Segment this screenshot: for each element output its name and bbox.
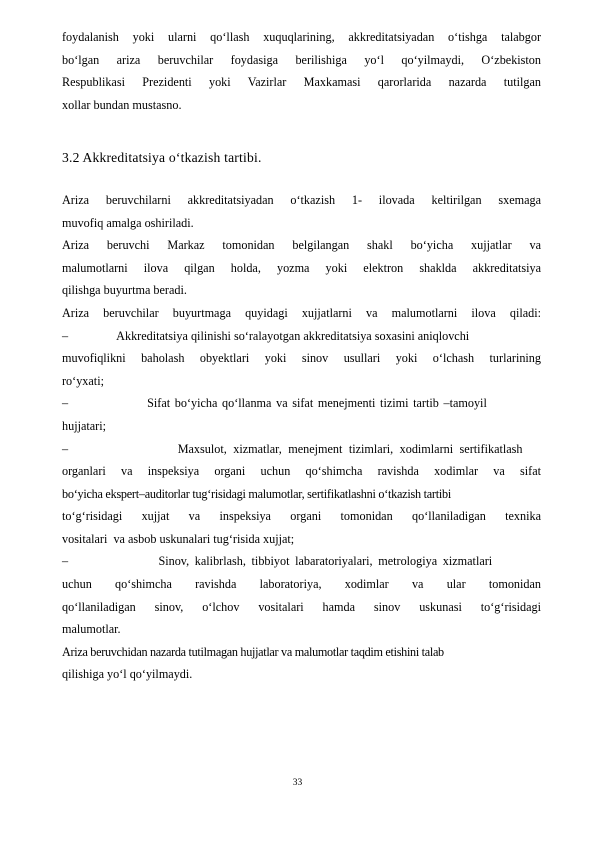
- list-item-line: – Akkreditatsiya qilinishi soʻralayotgan akkreditatsiya soxasini aniqlovchi: [62, 328, 470, 343]
- section-heading: 3.2 Akkreditatsiya oʻtkazish tartibi.: [62, 150, 262, 166]
- text-line: malumotlar.: [62, 622, 121, 637]
- text-line: Respublikasi Prezidenti yoki Vazirlar Maxkamasi qarorlarida nazarda tutilgan: [62, 75, 541, 90]
- text-line: muvofiq amalga oshiriladi.: [62, 215, 194, 230]
- intro-paragraph: [62, 26, 541, 116]
- text-line: qilishiga yoʻl qoʻyilmaydi.: [62, 667, 193, 682]
- document-page: [62, 26, 541, 686]
- text-line: roʻyxati;: [62, 373, 104, 388]
- text-line: boʻyicha ekspert–auditorlar tugʻrisidagi malumotlar, sertifikatlashni oʻtkazish tartibi: [62, 486, 451, 501]
- section-body: [62, 189, 541, 686]
- text-line: muvofiqlikni baholash obyektlari yoki sinov usullari yoki oʻlchash turlarining: [62, 351, 541, 366]
- text-line: Ariza beruvchilarni akkreditatsiyadan oʻtkazish 1- ilovada keltirilgan sxemaga: [62, 192, 541, 207]
- text-line: xollar bundan mustasno.: [62, 97, 182, 112]
- list-item-line: – Sifat boʻyicha qoʻllanma va sifat menejmenti tizimi tartib –tamoyil: [62, 396, 487, 411]
- text-line: boʻlgan ariza beruvchilar foydasiga berilishiga yoʻl qoʻyilmaydi, Oʻzbekiston: [62, 52, 541, 67]
- text-line: qilishga buyurtma beradi.: [62, 283, 187, 298]
- text-line: qoʻllaniladigan sinov, oʻlchov vositalari hamda sinov uskunasi toʻgʻrisidagi: [62, 599, 541, 614]
- list-item-line: – Sinov, kalibrlash, tibbiyot labaratoriyalari, metrologiya xizmatlari: [62, 554, 493, 569]
- page-number: 33: [292, 778, 303, 788]
- text-line: malumotlarni ilova qilgan holda, yozma yoki elektron shaklda akkreditatsiya: [62, 260, 541, 275]
- list-item-line: – Maxsulot, xizmatlar, menejment tizimlari, xodimlarni sertifikatlash: [62, 441, 523, 456]
- text-line: uchun qoʻshimcha ravishda laboratoriya, xodimlar va ular tomonidan: [62, 577, 541, 592]
- text-line: hujjatari;: [62, 418, 106, 433]
- text-line: foydalanish yoki ularni qoʻllash xuquqlarining, akkreditatsiyadan oʻtishga talabgor: [62, 30, 541, 44]
- text-line: vositalari va asbob uskunalari tugʻrisida xujjat;: [62, 531, 295, 546]
- text-line: organlari va inspeksiya organi uchun qoʻshimcha ravishda xodimlar va sifat: [62, 464, 541, 479]
- text-line: Ariza beruvchidan nazarda tutilmagan hujjatlar va malumotlar taqdim etishini talab: [62, 644, 444, 659]
- text-line: toʻgʻrisidagi xujjat va inspeksiya organi tomonidan qoʻllaniladigan texnika: [62, 509, 541, 524]
- text-line: Ariza beruvchi Markaz tomonidan belgilangan shakl boʻyicha xujjatlar va: [62, 238, 541, 253]
- text-line: Ariza beruvchilar buyurtmaga quyidagi xujjatlarni va malumotlarni ilova qiladi:: [62, 305, 541, 320]
